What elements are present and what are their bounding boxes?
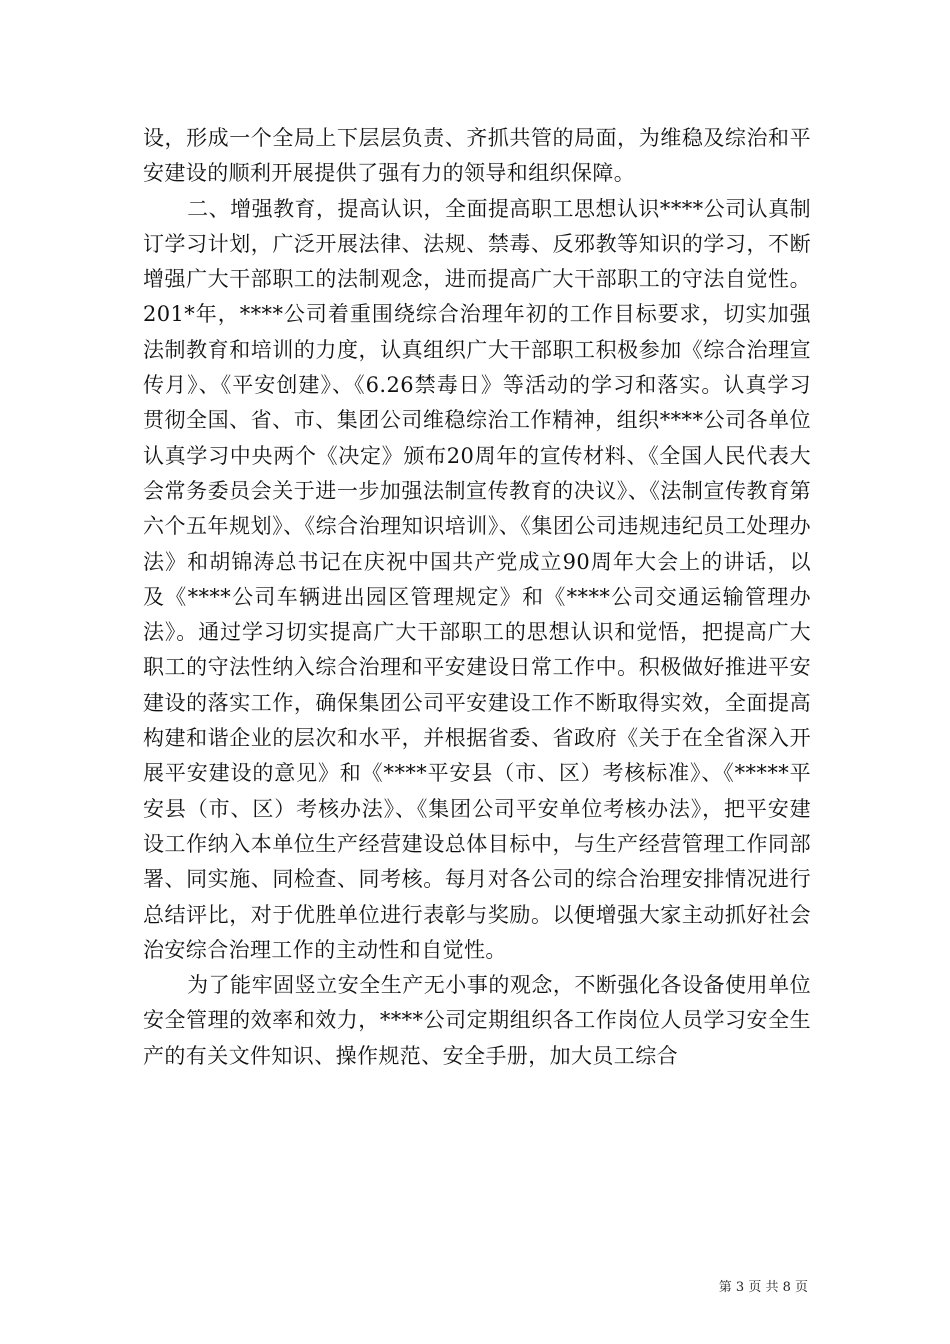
page-number: 第 3 页 共 8 页	[718, 1280, 808, 1295]
paragraph-2: 二、增强教育，提高认识，全面提高职工思想认识****公司认真制订学习计划，广泛开展法律、法规、禁毒、反邪教等知识的学习，不断增强广大干部职工的法制观念，进而提高广大干部职工的守法自觉性。201*年，****公司着重围绕综合治理年初的工作目标要求，切实加强法制教育和培训的力度，认真组织广大干部职工积极参加《综合治理宣传月》、《平安创建》、《6.26禁毒日》等活动的学习和落实。认真学习贯彻全国、省、市、集团公司维稳综治工作精神，组织****公司各单位认真学习中央两个《决定》颁布20周年的宣传材料、《全国人民代表大会常务委员会关于进一步加强法制宣传教育的决议》、《法制宣传教育第六个五年规划》、《综合治理知识培训》、《集团公司违规违纪员工处理办法》和胡锦涛总书记在庆祝中国共产党成立90周年大会上的讲话，以及《****公司车辆进出园区管理规定》和《****公司交通运输管理办法》。通过学习切实提高广大干部职工的思想认识和觉悟，把提高广大职工的守法性纳入综合治理和平安建设日常工作中。积极做好推进平安建设的落实工作，确保集团公司平安建设工作不断取得实效，全面提高构建和谐企业的层次和水平，并根据省委、省政府《关于在全省深入开展平安建设的意见》和《****平安县（市、区）考核标准》、《*****平安县（市、区）考核办法》、《集团公司平安单位考核办法》，把平安建设工作纳入本单位生产经营建设总体目标中，与生产经营管理工作同部署、同实施、同检查、同考核。每月对各公司的综合治理安排情况进行总结评比，对于优胜单位进行表彰与奖励。以便增强大家主动抓好社会治安综合治理工作的主动性和自觉性。	[143, 196, 811, 962]
paragraph-3: 为了能牢固竖立安全生产无小事的观念，不断强化各设备使用单位安全管理的效率和效力，****公司定期组织各工作岗位人员学习安全生产的有关文件知识、操作规范、安全手册，加大员工综合	[143, 973, 811, 1068]
paragraph-1: 设，形成一个全局上下层层负责、齐抓共管的局面，为维稳及综治和平安建设的顺利开展提供了强有力的领导和组织保障。	[143, 126, 811, 186]
document-body	[143, 121, 811, 1074]
